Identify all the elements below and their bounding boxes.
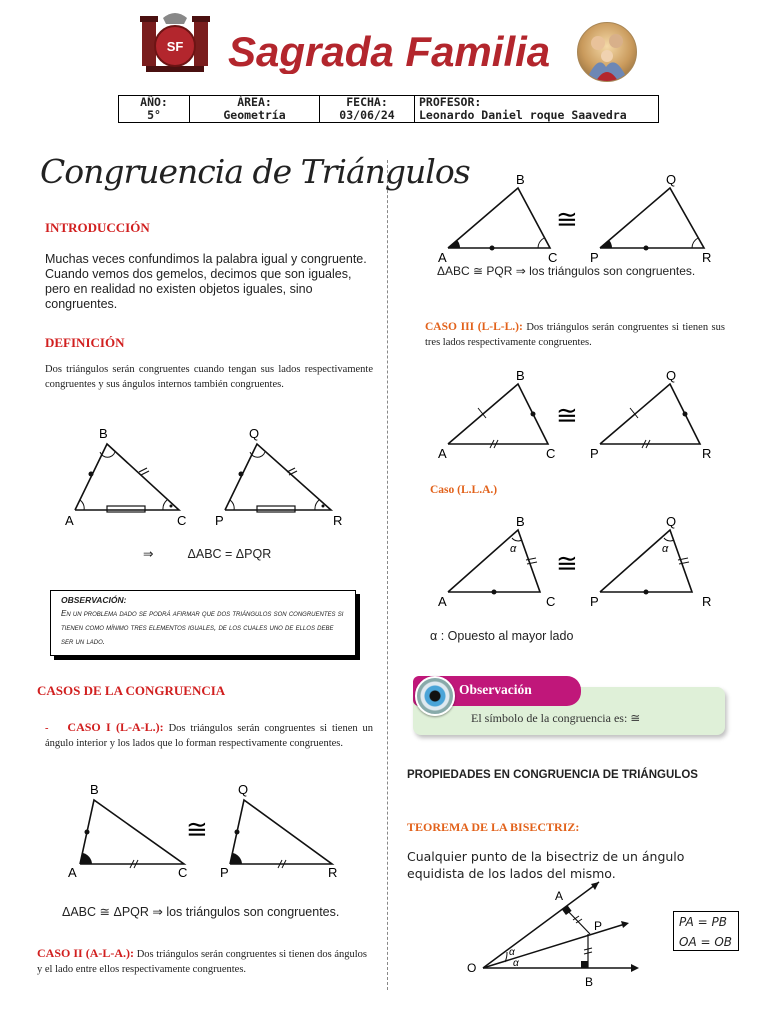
triangle-abc-ala (438, 172, 557, 265)
label-p: P (590, 250, 599, 265)
label-a: A (438, 250, 447, 265)
teacher-value: Leonardo Daniel roque Saavedra (419, 108, 627, 122)
case-1-figure (60, 780, 360, 880)
holy-family-image (577, 22, 637, 82)
label-q: Q (666, 368, 677, 383)
label-c: C (548, 250, 558, 265)
theorem-text: Cualquier punto de la bisectriz de un ángulo equidista de los lados del mismo. (407, 849, 685, 881)
label-r: R (702, 446, 712, 461)
label-p: P (215, 513, 224, 528)
angle-alpha: α (510, 543, 517, 555)
intro-text: Muchas veces confundimos la palabra igual y congruente. Cuando vemos dos gemelos, decimos que son iguales, pero en realidad no existen objetos iguales, sino congruentes. (45, 252, 367, 311)
alpha-note: α : Opuesto al mayor lado (430, 629, 574, 643)
label-r: R (702, 250, 712, 265)
teacher-label: PROFESOR: (419, 95, 482, 109)
label-r: R (333, 513, 343, 528)
case-2-text: Dos triángulos serán congruentes si tienen dos ángulos y el lado entre ellos respectivamente congruentes. (37, 949, 367, 975)
label-c: C (178, 865, 188, 880)
angle-bisector-diagram (467, 882, 639, 989)
equation-oa-ob: OA = OB (679, 935, 733, 949)
label-r: R (702, 594, 712, 609)
congruence-symbol: ≅ (556, 204, 578, 234)
school-logo-text (228, 26, 558, 79)
case-3-figure (430, 366, 720, 461)
label-q: Q (666, 172, 677, 187)
triangle-abc-lla (438, 514, 555, 609)
area-value: Geometría (223, 108, 286, 122)
observation-box (50, 590, 356, 656)
case-lla-figure (430, 514, 720, 612)
case-3-text: Dos triángulos serán congruentes si tienen sus tres lados respectivamente congruentes. (425, 322, 725, 348)
area-label: ÁREA: (237, 95, 272, 109)
case-2-label: CASO II (A-L-A.): (37, 946, 135, 960)
definition-formula: ⇒ ΔABC = ΔPQR (143, 547, 272, 561)
observation-badge-label: Observación (459, 682, 532, 697)
info-table (118, 95, 659, 123)
case-1-text: Dos triángulos serán congruentes si tienen un ángulo interior y los lados que lo forman respectivamente congruentes. (45, 723, 374, 749)
triangle-pqr-lal (220, 782, 337, 880)
label-p: P (590, 594, 599, 609)
case-2-figure (430, 170, 720, 265)
equation-pa-pb: PA = PB (679, 915, 727, 929)
label-p: P (590, 446, 599, 461)
intro-heading: INTRODUCCIÓN (45, 220, 150, 235)
theorem-heading: TEOREMA DE LA BISECTRIZ: (407, 820, 580, 834)
label-r: R (328, 865, 338, 880)
definition-heading: DEFINICIÓN (45, 335, 125, 350)
label-c: C (546, 446, 556, 461)
congruence-symbol: ≅ (186, 814, 208, 844)
label-b: B (90, 782, 99, 797)
equations-box (673, 911, 739, 951)
triangle-pqr (215, 426, 342, 528)
case-3-label: CASO III (L-L-L.): (425, 321, 523, 333)
label-b: B (99, 426, 108, 441)
case-1-label: CASO I (L-A-L.): (67, 720, 164, 734)
year-label: AÑO: (140, 95, 168, 109)
angle-alpha: α (662, 543, 669, 555)
triangle-abc-lll (438, 368, 555, 461)
label-a: A (438, 594, 447, 609)
label-q: Q (249, 426, 260, 441)
definition-text: Dos triángulos serán congruentes cuando tengan sus lados respectivamente congruentes y sus ángulos internos también congruentes. (45, 364, 373, 390)
case-2-paragraph (37, 946, 367, 977)
case-3-paragraph (425, 320, 725, 350)
observation-note-text: El símbolo de la congruencia es: ≅ (471, 711, 641, 725)
label-p: P (220, 865, 229, 880)
triangle-pqr-lll (590, 368, 711, 461)
label-q: Q (666, 514, 677, 529)
date-value: 03/06/24 (339, 108, 395, 122)
label-a: A (68, 865, 77, 880)
case-1-dash: - (45, 723, 49, 734)
observation-title: OBSERVACIÓN: (61, 595, 127, 605)
label-p: P (594, 919, 603, 933)
label-b: B (516, 368, 525, 383)
crest-text: SF (166, 39, 184, 54)
label-a: A (555, 889, 564, 903)
observation-text: En un problema dado se podrá afirmar que dos triángulos son congruentes si tienen como mínimo tres elementos iguales, de los cuales uno de ellos debe ser un lado. (61, 609, 344, 646)
label-c: C (546, 594, 556, 609)
congruence-symbol: ≅ (556, 548, 578, 578)
definition-figure (55, 422, 355, 530)
label-b: B (516, 514, 525, 529)
label-b: B (585, 975, 594, 989)
date-label: FECHA: (346, 95, 388, 109)
angle-alpha: α (513, 958, 519, 969)
year-value: 5° (147, 108, 161, 122)
angle-alpha: α (509, 947, 515, 958)
label-o: O (467, 961, 477, 975)
page-title: Congruencia de Triángulos (40, 152, 470, 191)
triangle-pqr-lla (590, 514, 711, 609)
bisector-figure (455, 872, 645, 992)
triangle-abc (65, 426, 186, 528)
case-1-paragraph (45, 720, 373, 751)
cases-heading: CASOS DE LA CONGRUENCIA (37, 683, 226, 698)
properties-heading: PROPIEDADES EN CONGRUENCIA DE TRIÁNGULOS (407, 769, 698, 781)
svg-text:Sagrada Familia: Sagrada Familia (228, 28, 551, 74)
congruence-symbol: ≅ (556, 400, 578, 430)
eye-icon (415, 676, 455, 716)
triangle-pqr-ala (590, 172, 711, 265)
case-lla-heading: Caso (L.L.A.) (430, 484, 498, 496)
label-b: B (516, 172, 525, 187)
column-divider (387, 160, 388, 990)
case-2-formula: ΔABC ≅ PQR ⇒ los triángulos son congruentes. (437, 264, 696, 278)
label-a: A (438, 446, 447, 461)
triangle-abc-lal (68, 782, 187, 880)
label-q: Q (238, 782, 249, 797)
label-c: C (177, 513, 187, 528)
school-crest (138, 10, 212, 78)
label-a: A (65, 513, 74, 528)
case-1-formula: ΔABC ≅ ΔPQR ⇒ los triángulos son congruentes. (62, 905, 340, 919)
